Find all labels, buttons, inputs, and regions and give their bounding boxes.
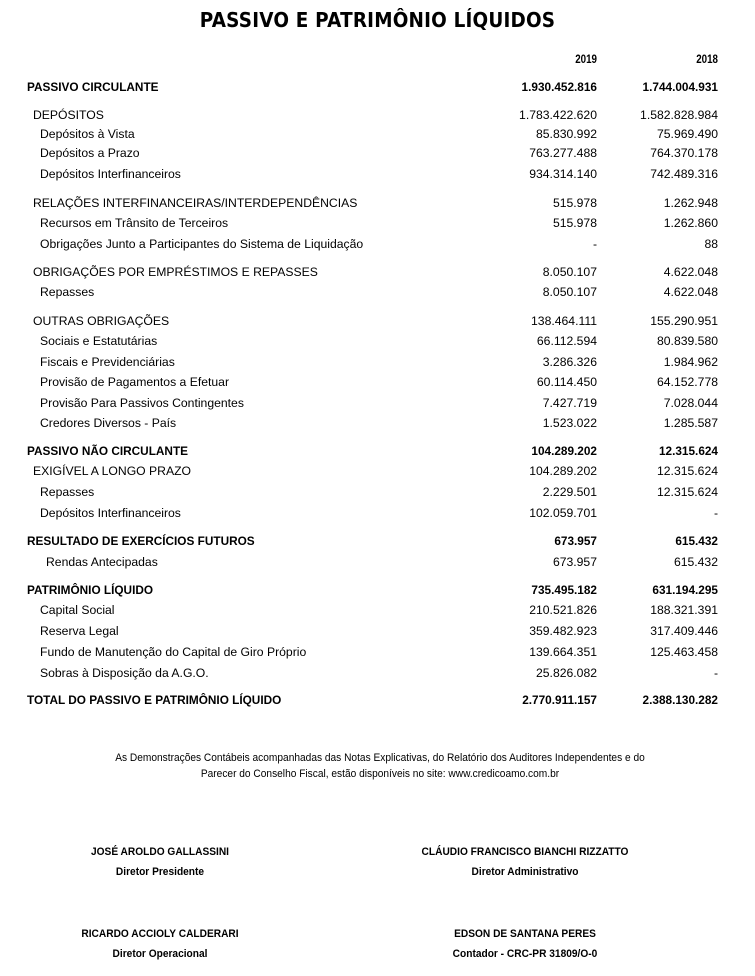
- signature-block: [390, 842, 660, 882]
- value-2019: 1.930.452.816: [521, 80, 597, 94]
- value-2019: 673.957: [554, 534, 597, 548]
- footnote-line-2: Parecer do Conselho Fiscal, estão disponíveis no site: www.credicoamo.com.br: [200, 768, 560, 780]
- table-row: [0, 554, 755, 570]
- value-2018: 125.463.458: [650, 645, 718, 659]
- table-section-row: [0, 582, 755, 598]
- row-label: Rendas Antecipadas: [46, 555, 158, 569]
- row-label: Provisão Para Passivos Contingentes: [40, 396, 244, 410]
- value-2019: 139.664.351: [529, 645, 597, 659]
- table-row: [0, 236, 755, 252]
- value-2019: 210.521.826: [529, 603, 597, 617]
- table-row: [0, 195, 755, 211]
- value-2018: 742.489.316: [650, 167, 718, 181]
- value-2018: 4.622.048: [663, 285, 718, 299]
- table-row: [0, 623, 755, 639]
- row-label: DEPÓSITOS: [33, 108, 104, 122]
- table-row: [0, 313, 755, 329]
- row-label: Credores Diversos - País: [40, 416, 177, 430]
- row-label: Repasses: [40, 285, 95, 299]
- value-2018: 12.315.624: [658, 444, 718, 458]
- table-row: [0, 463, 755, 479]
- value-2018: 1.582.828.984: [640, 108, 718, 122]
- value-2018: 1.984.962: [663, 355, 718, 369]
- value-2019: 515.978: [552, 216, 597, 230]
- value-2019: 8.050.107: [542, 285, 597, 299]
- value-2019: 104.289.202: [531, 444, 597, 458]
- value-2019: 763.277.488: [529, 146, 597, 160]
- table-row: [0, 354, 755, 370]
- value-2019: 2.770.911.157: [522, 693, 597, 707]
- value-2019: 85.830.992: [536, 127, 597, 141]
- value-2018: 80.839.580: [657, 334, 718, 348]
- value-2019: 8.050.107: [542, 265, 597, 279]
- table-row: [0, 215, 755, 231]
- column-header-2019: 2019: [575, 54, 597, 66]
- value-2018: 7.028.044: [663, 396, 718, 410]
- signatory-name: JOSÉ AROLDO GALLASSINI: [90, 846, 230, 858]
- table-row: [0, 126, 755, 142]
- value-2018: 1.285.587: [663, 416, 718, 430]
- value-2018: 188.321.391: [650, 603, 718, 617]
- footnote: [92, 750, 668, 782]
- table-row: [0, 484, 755, 500]
- row-label: RESULTADO DE EXERCÍCIOS FUTUROS: [27, 534, 255, 548]
- value-2018: 615.432: [675, 534, 718, 548]
- table-row: [0, 333, 755, 349]
- value-2018: 764.370.178: [650, 146, 718, 160]
- value-2019: 673.957: [552, 555, 597, 569]
- row-label: Repasses: [40, 485, 95, 499]
- row-label: Recursos em Trânsito de Terceiros: [40, 216, 229, 230]
- signatory-role: Diretor Administrativo: [471, 866, 579, 878]
- row-label: OUTRAS OBRIGAÇÕES: [33, 314, 170, 328]
- row-label: Depósitos Interfinanceiros: [40, 167, 181, 181]
- row-label: PASSIVO CIRCULANTE: [27, 80, 159, 94]
- value-2018: 64.152.778: [657, 375, 718, 389]
- signature-block: [25, 924, 295, 964]
- signature-block: [25, 842, 295, 882]
- value-2019: 104.289.202: [529, 464, 597, 478]
- value-2018: 88: [704, 237, 718, 251]
- row-label: OBRIGAÇÕES POR EMPRÉSTIMOS E REPASSES: [33, 265, 318, 279]
- signatory-name: EDSON DE SANTANA PERES: [454, 928, 596, 940]
- table-row: [0, 166, 755, 182]
- value-2018: 1.744.004.931: [642, 80, 718, 94]
- value-2019: 7.427.719: [542, 396, 597, 410]
- row-label: RELAÇÕES INTERFINANCEIRAS/INTERDEPENDÊNCIAS: [33, 196, 358, 210]
- value-2019: 3.286.326: [542, 355, 597, 369]
- value-2018: 631.194.295: [652, 583, 718, 597]
- table-row: [0, 602, 755, 618]
- value-2019: 2.229.501: [542, 485, 597, 499]
- value-2018: 317.409.446: [650, 624, 718, 638]
- table-row: [0, 395, 755, 411]
- table-section-row: [0, 533, 755, 549]
- row-label: Depósitos a Prazo: [40, 146, 140, 160]
- column-header-2018: 2018: [696, 54, 718, 66]
- value-2018: 4.622.048: [663, 265, 718, 279]
- signatory-name: RICARDO ACCIOLY CALDERARI: [81, 928, 239, 940]
- row-label: PATRIMÔNIO LÍQUIDO: [27, 583, 154, 597]
- signatory-role: Diretor Operacional: [112, 948, 208, 960]
- value-2018: 1.262.948: [663, 196, 718, 210]
- row-label: Reserva Legal: [40, 624, 119, 638]
- page-title: PASSIVO E PATRIMÔNIO LÍQUIDOS: [199, 8, 556, 32]
- row-label: Capital Social: [40, 603, 115, 617]
- table-row: [0, 644, 755, 660]
- table-section-row: [0, 692, 755, 708]
- signature-block: [390, 924, 660, 964]
- table-section-row: [0, 443, 755, 459]
- value-2018: 75.969.490: [657, 127, 718, 141]
- row-label: Sociais e Estatutárias: [40, 334, 158, 348]
- row-label: Obrigações Junto a Participantes do Sistema de Liquidação: [40, 237, 364, 251]
- table-row: [0, 415, 755, 431]
- row-label: Fiscais e Previdenciárias: [40, 355, 175, 369]
- footnote-line-1: As Demonstrações Contábeis acompanhadas das Notas Explicativas, do Relatório dos Auditores Independentes e do: [115, 752, 645, 764]
- value-2019: 25.826.082: [536, 666, 597, 680]
- value-2019: 934.314.140: [529, 167, 597, 181]
- value-2019: 60.114.450: [536, 375, 597, 389]
- table-row: [0, 505, 755, 521]
- value-2018: 615.432: [673, 555, 718, 569]
- value-2018: -: [713, 666, 718, 680]
- signatory-role: Diretor Presidente: [115, 866, 205, 878]
- table-row: [0, 107, 755, 123]
- value-2018: 12.315.624: [657, 464, 718, 478]
- value-2018: 2.388.130.282: [642, 693, 718, 707]
- value-2019: 66.112.594: [536, 334, 597, 348]
- table-section-row: [0, 79, 755, 95]
- value-2018: 12.315.624: [657, 485, 718, 499]
- value-2018: -: [713, 506, 718, 520]
- row-label: Sobras à Disposição da A.G.O.: [40, 666, 209, 680]
- row-label: Depósitos à Vista: [40, 127, 135, 141]
- value-2019: 1.783.422.620: [519, 108, 597, 122]
- value-2018: 155.290.951: [650, 314, 718, 328]
- value-2019: 138.464.111: [531, 314, 597, 328]
- value-2019: 735.495.182: [531, 583, 597, 597]
- table-row: [0, 145, 755, 161]
- signatory-role: Contador - CRC-PR 31809/O-0: [452, 948, 598, 960]
- value-2019: -: [592, 237, 597, 251]
- row-label: TOTAL DO PASSIVO E PATRIMÔNIO LÍQUIDO: [27, 693, 282, 707]
- value-2019: 102.059.701: [529, 506, 597, 520]
- row-label: Depósitos Interfinanceiros: [40, 506, 181, 520]
- value-2019: 515.978: [552, 196, 597, 210]
- table-row: [0, 665, 755, 681]
- row-label: Fundo de Manutenção do Capital de Giro Próprio: [40, 645, 307, 659]
- row-label: EXIGÍVEL A LONGO PRAZO: [33, 464, 192, 478]
- table-row: [0, 284, 755, 300]
- value-2019: 1.523.022: [542, 416, 597, 430]
- signatory-name: CLÁUDIO FRANCISCO BIANCHI RIZZATTO: [421, 846, 629, 858]
- table-row: [0, 374, 755, 390]
- value-2018: 1.262.860: [663, 216, 718, 230]
- row-label: PASSIVO NÃO CIRCULANTE: [27, 444, 189, 458]
- value-2019: 359.482.923: [529, 624, 597, 638]
- table-row: [0, 264, 755, 280]
- row-label: Provisão de Pagamentos a Efetuar: [40, 375, 230, 389]
